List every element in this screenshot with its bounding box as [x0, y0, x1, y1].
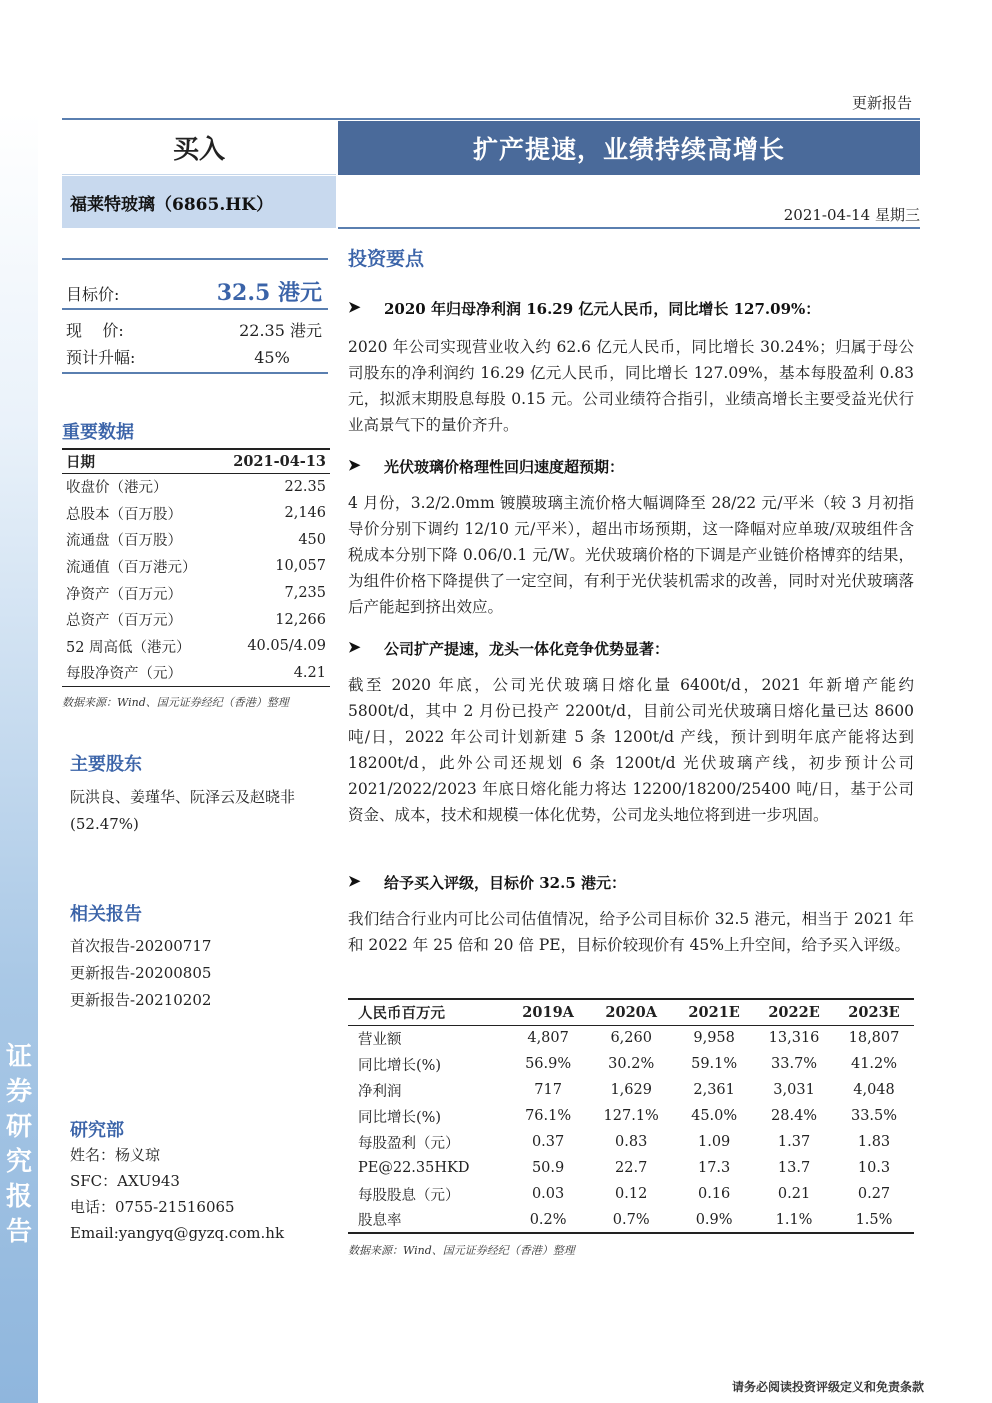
table-cell: 每股盈利（元）: [358, 1135, 460, 1152]
table-cell: 10,057: [275, 558, 326, 575]
table-cell: 127.1%: [603, 1108, 659, 1124]
analyst-name: 姓名：杨义琼: [70, 1146, 161, 1164]
table-cell: 流通值（百万港元）: [66, 559, 197, 576]
table-cell: 12,266: [275, 611, 326, 628]
table-cell: 1.5%: [834, 1207, 914, 1233]
disclaimer-note[interactable]: 请务必阅读投资评级定义和免责条款: [731, 1380, 924, 1394]
table-header-cell: 2022E: [754, 999, 834, 1025]
table-cell: 同比增长(%): [358, 1109, 442, 1126]
table-cell: 4,807: [527, 1030, 569, 1047]
table-header-cell: 2023E: [834, 999, 914, 1025]
shareholders-percent: (52.47%): [70, 815, 139, 833]
table-cell: 0.2%: [508, 1207, 588, 1233]
table-row: [348, 1181, 914, 1207]
table-cell: 28.4%: [771, 1108, 818, 1124]
related-report-link[interactable]: 更新报告-20210202: [70, 991, 212, 1009]
point-heading: [348, 638, 914, 659]
table-cell: 33.5%: [850, 1108, 898, 1124]
side-strip-char: 报: [5, 1182, 32, 1212]
related-report-link[interactable]: 首次报告-20200717: [70, 937, 212, 955]
table-header-cell: 2020A: [588, 999, 674, 1025]
table-cell: 1,629: [610, 1082, 652, 1098]
table-cell: 7,235: [284, 585, 326, 602]
table-cell: 76.1%: [525, 1108, 572, 1124]
table-row: [62, 660, 330, 687]
table-cell: 9,958: [693, 1030, 735, 1047]
arrow-bullet-icon: ➤: [348, 872, 361, 890]
table-cell: 18,807: [848, 1030, 900, 1047]
point-heading-text: 光伏玻璃价格理性回归速度超预期：: [384, 458, 625, 476]
table-cell: 0.03: [531, 1186, 565, 1202]
table-cell: 总股本（百万股）: [66, 506, 182, 523]
research-title: 研究部: [70, 1120, 124, 1141]
side-strip-char: 告: [5, 1217, 32, 1247]
point-heading: [348, 872, 914, 893]
report-title: 扩产提速，业绩持续高增长: [338, 121, 920, 175]
table-cell: 30.2%: [608, 1056, 655, 1072]
table-cell: 59.1%: [691, 1056, 738, 1072]
date-rule: [338, 227, 920, 229]
target-price-label: 目标价:: [66, 285, 120, 304]
key-data-table: [62, 448, 330, 687]
table-cell: 0.16: [697, 1186, 731, 1202]
target-price-row: [66, 276, 322, 307]
table-cell: 营业额: [358, 1031, 402, 1048]
table-row: [348, 1077, 914, 1103]
table-row: [62, 580, 330, 607]
price-mid-rule: [62, 308, 328, 310]
arrow-bullet-icon: ➤: [348, 638, 361, 656]
table-cell: 17.3: [697, 1160, 731, 1176]
table-cell: 0.7%: [588, 1207, 674, 1233]
table-cell: 0.12: [615, 1186, 648, 1202]
table-row: [62, 473, 330, 500]
point-heading-text: 2020 年归母净利润 16.29 亿元人民币，同比增长 127.09%：: [384, 300, 821, 318]
table-header-cell: 2019A: [508, 999, 588, 1025]
analyst-phone: 电话：0755-21516065: [70, 1198, 235, 1216]
table-cell: 同比增长(%): [358, 1057, 442, 1074]
table-cell: 50.9: [531, 1160, 565, 1176]
table-cell: PE@22.35HKD: [358, 1160, 470, 1176]
table-cell: 0.37: [531, 1134, 565, 1150]
table-header-row: [62, 449, 330, 473]
table-cell: 41.2%: [850, 1056, 898, 1072]
upside-value: 45%: [254, 348, 290, 367]
upside-row: [66, 345, 322, 368]
analyst-sfc: SFC：AXU943: [70, 1172, 180, 1190]
analyst-email[interactable]: Email:yangyq@gyzq.com.hk: [70, 1224, 285, 1242]
key-data-source: 数据来源：Wind、国元证券经纪（香港）整理: [62, 696, 289, 709]
table-header-cell: 人民币百万元: [348, 999, 508, 1025]
point-body: 我们结合行业内可比公司估值情况，给予公司目标价 32.5 港元，相当于 2021 年和 2022 年 25 倍和 20 倍 PE，目标价较现价有 45%上升空间，给予买入评级。: [348, 910, 914, 954]
current-price-value: 22.35 港元: [239, 321, 322, 340]
table-row: [348, 1207, 914, 1233]
table-cell: 0.9%: [674, 1207, 754, 1233]
table-cell: 33.7%: [771, 1056, 818, 1072]
shareholders-names: 阮洪良、姜瑾华、阮泽云及赵晓非: [70, 788, 296, 806]
side-strip-char: 券: [5, 1077, 32, 1107]
table-cell: 6,260: [610, 1030, 652, 1047]
related-report-link[interactable]: 更新报告-20200805: [70, 964, 212, 982]
key-data-title: 重要数据: [62, 422, 134, 443]
table-row: [62, 633, 330, 660]
shareholders-text: [70, 784, 295, 838]
report-date: 2021-04-14 星期三: [783, 206, 920, 224]
related-reports-title: 相关报告: [70, 904, 142, 925]
table-cell: 0.27: [857, 1186, 891, 1202]
table-cell: 10.3: [857, 1160, 891, 1176]
table-cell: 每股净资产（元）: [62, 660, 217, 687]
financial-forecast-table: [348, 998, 914, 1234]
side-strip-char: 究: [5, 1147, 32, 1177]
point-body: 4 月份，3.2/2.0mm 镀膜玻璃主流价格大幅调降至 28/22 元/平米（较 3 月初指导价分别下调约 12/10 元/平米），超出市场预期，这一降幅对应单玻/双玻组件含税成本分别下降 0.06/0.1 元/W。光伏玻璃价格的下调是产业链价格博弈的结果，为组件价格下降提供了一定空间，有利于光伏装机需求的改善，同时对光伏玻璃落后产能起到挤出效应。: [348, 494, 914, 616]
table-cell: 2,146: [284, 505, 326, 522]
table-row: [62, 606, 330, 633]
arrow-bullet-icon: ➤: [348, 298, 361, 316]
rating-badge: 买入: [62, 121, 336, 175]
table-cell: 3,031: [773, 1082, 815, 1098]
table-cell: 13,316: [768, 1030, 820, 1047]
point-heading-text: 给予买入评级，目标价 32.5 港元：: [384, 874, 626, 892]
table-cell: 净资产（百万元）: [66, 586, 182, 603]
point-heading-text: 公司扩产提速，龙头一体化竞争优势显著：: [384, 640, 670, 658]
table-cell: 22.35: [284, 478, 326, 495]
table-cell: 净利润: [358, 1083, 402, 1100]
research-contact: [70, 1142, 284, 1246]
table-header-row: [348, 999, 914, 1025]
table-header-cell: 日期: [62, 449, 217, 473]
table-cell: 40.05/4.09: [247, 638, 326, 655]
point-body: 2020 年公司实现营业收入约 62.6 亿元人民币，同比增长 30.24%；归属于母公司股东的净利润约 16.29 亿元人民币，同比增长 127.09%，基本每股盈利 0.83 元，拟派末期股息每股 0.15 元。公司业绩符合指引，业绩高增长主要受益光伏行业高景气下的量价齐升。: [348, 338, 914, 434]
table-cell: 56.9%: [525, 1056, 572, 1072]
table-header-cell: 2021-04-13: [217, 449, 330, 473]
related-reports-list: [70, 933, 211, 1014]
price-bottom-rule: [62, 372, 328, 374]
point-heading: [348, 456, 914, 477]
upside-label: 预计升幅:: [66, 348, 136, 367]
table-row: [348, 1155, 914, 1181]
table-cell: 1.1%: [754, 1207, 834, 1233]
side-strip-char: 研: [5, 1112, 32, 1142]
table-cell: 717: [534, 1082, 562, 1098]
table-row: [348, 1025, 914, 1051]
target-price-value: 32.5 港元: [216, 280, 322, 306]
side-strip-label: [4, 1040, 34, 1250]
table-header-cell: 2021E: [674, 999, 754, 1025]
point-heading: [348, 298, 914, 319]
table-cell: 1.37: [777, 1134, 811, 1150]
table-cell: 0.21: [777, 1186, 811, 1202]
table-cell: 450: [298, 531, 326, 548]
current-price-row: [66, 318, 322, 341]
report-type: 更新报告: [851, 94, 912, 112]
table-cell: 总资产（百万元）: [66, 613, 182, 630]
table-row: [348, 1129, 914, 1155]
financials-source: 数据来源：Wind、国元证券经纪（香港）整理: [348, 1244, 575, 1257]
table-cell: 4,048: [853, 1082, 895, 1098]
table-cell: 每股股息（元）: [358, 1187, 460, 1204]
table-cell: 45.0%: [691, 1108, 738, 1124]
table-cell: 0.83: [615, 1134, 648, 1150]
table-row: [348, 1051, 914, 1077]
price-top-rule: [62, 258, 328, 260]
current-price-label: 现 价:: [66, 321, 124, 340]
table-cell: 1.09: [697, 1134, 731, 1150]
table-cell: 2,361: [693, 1082, 735, 1098]
table-cell: 收盘价（港元）: [66, 480, 168, 497]
table-row: [348, 1103, 914, 1129]
table-cell: 股息率: [348, 1207, 508, 1233]
table-cell: 流通盘（百万股）: [66, 533, 182, 550]
table-row: [62, 526, 330, 553]
table-row: [62, 553, 330, 580]
table-cell: 13.7: [777, 1160, 811, 1176]
point-body: 截至 2020 年底，公司光伏玻璃日熔化量 6400t/d，2021 年新增产能约 5800t/d，其中 2 月份已投产 2200t/d，目前公司光伏玻璃日熔化量已达 8600 吨/日，2022 年公司计划新建 5 条 1200t/d 产线，预计到明年底产能将达到 18200t/d，此外公司还规划 6 条 1200t/d 光伏玻璃产线，初步预计公司 2021/2022/2023 年底日熔化能力将达 12200/18200/25400 吨/日，基于公司资金、成本，技术和规模一体化优势，公司龙头地位将到进一步巩固。: [348, 676, 914, 824]
table-cell: 4.21: [217, 660, 330, 687]
table-cell: 1.83: [857, 1134, 891, 1150]
header-rule: [62, 118, 920, 120]
investment-highlights-title: 投资要点: [348, 248, 425, 270]
table-cell: 22.7: [615, 1160, 648, 1176]
table-row: [62, 500, 330, 527]
table-cell: 52 周高低（港元）: [66, 639, 191, 656]
side-strip-char: 证: [5, 1042, 32, 1072]
shareholders-title: 主要股东: [70, 754, 142, 775]
arrow-bullet-icon: ➤: [348, 456, 361, 474]
company-name: 福莱特玻璃（6865.HK）: [62, 176, 336, 228]
